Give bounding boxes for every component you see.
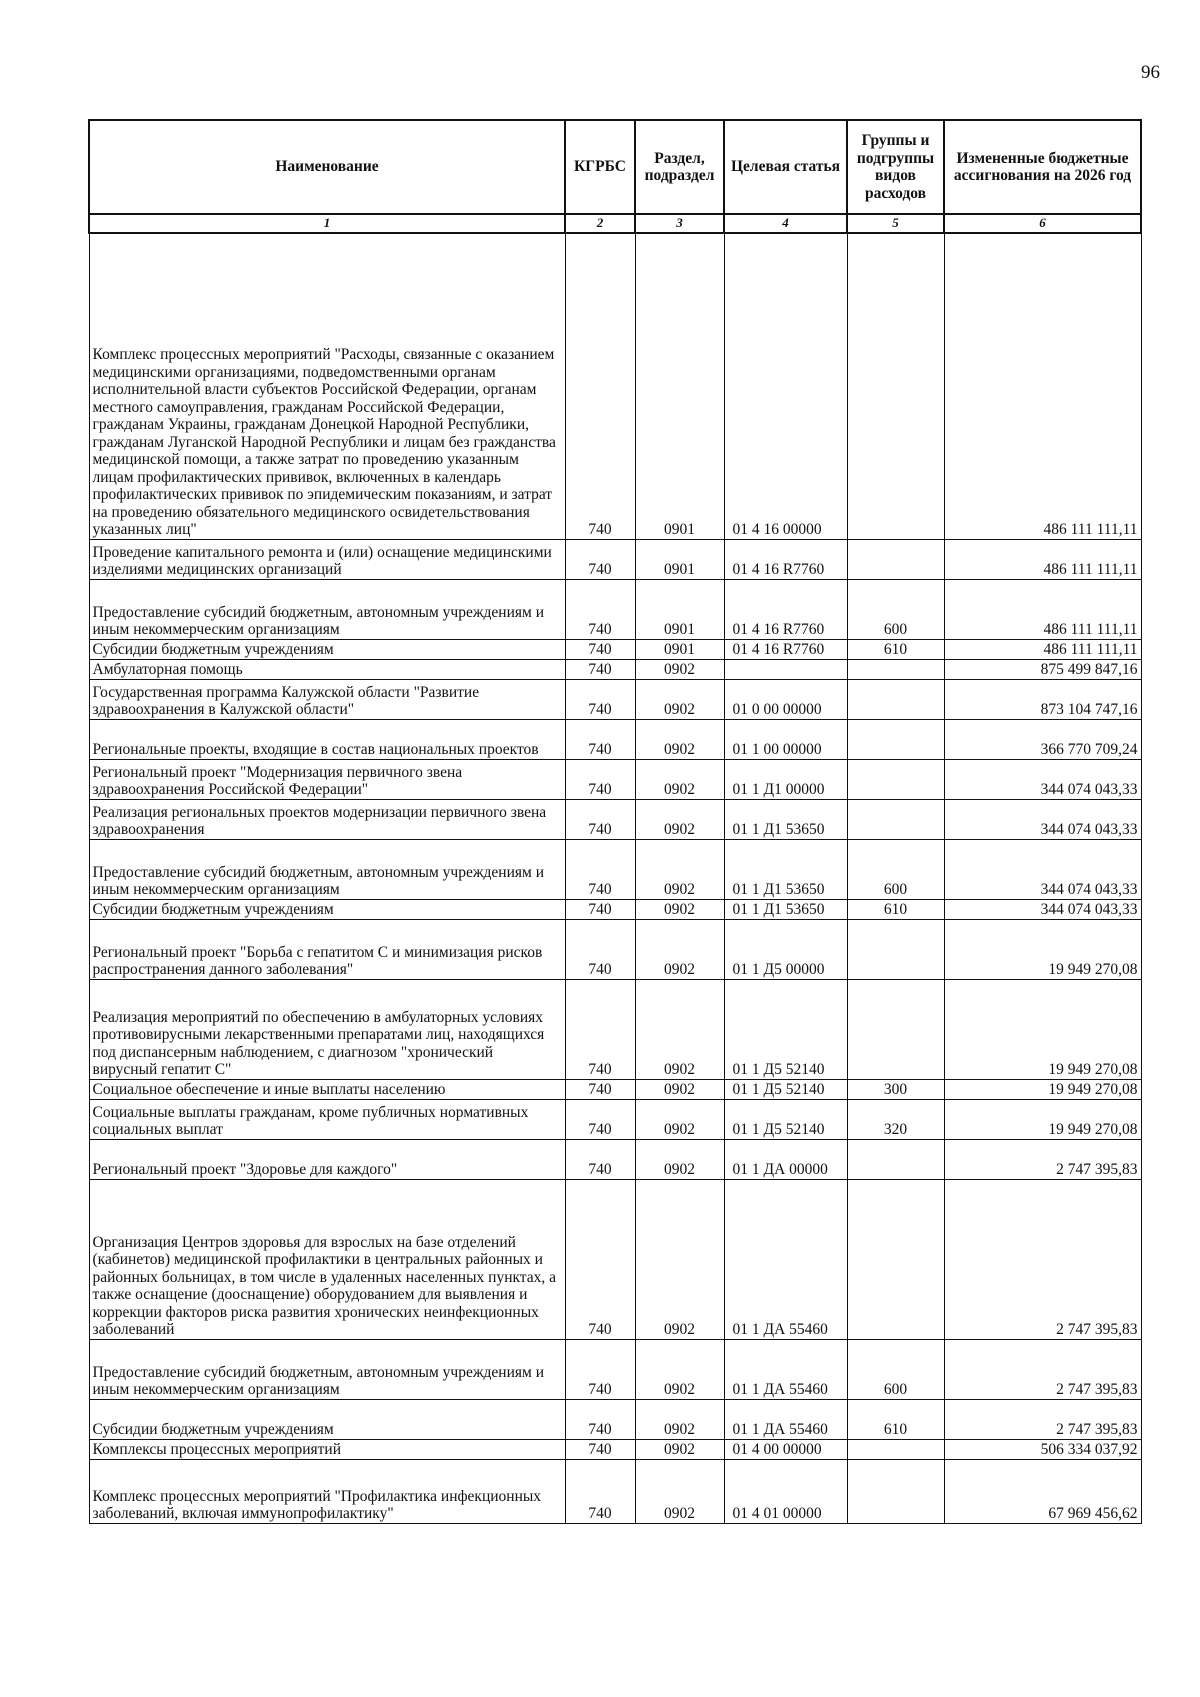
cell-name: Предоставление субсидий бюджетным, автономным учреждениям и иным некоммерческим организациям [89, 579, 565, 639]
cell-vr: 300 [847, 1079, 944, 1099]
cell-cs: 01 1 Д5 52140 [724, 1099, 847, 1139]
cell-cs: 01 0 00 00000 [724, 679, 847, 719]
header-vr: Группы и подгруппы видов расходов [847, 120, 944, 214]
cell-name: Предоставление субсидий бюджетным, автономным учреждениям и иным некоммерческим организациям [89, 839, 565, 899]
cell-vr [847, 979, 944, 1079]
cell-vr [847, 1459, 944, 1523]
cell-vr [847, 719, 944, 759]
cell-vr: 610 [847, 899, 944, 919]
cell-name: Субсидии бюджетным учреждениям [89, 639, 565, 659]
cell-razdel: 0902 [635, 979, 724, 1079]
column-number: 2 [565, 214, 635, 233]
header-amount: Измененные бюджетные ассигнования на 2026 год [944, 120, 1141, 214]
cell-kgrbs: 740 [565, 839, 635, 899]
cell-vr [847, 1439, 944, 1459]
table-row [89, 679, 1141, 719]
column-number: 3 [635, 214, 724, 233]
header-row [89, 120, 1141, 214]
cell-cs [724, 659, 847, 679]
cell-razdel: 0902 [635, 1339, 724, 1399]
column-number: 4 [724, 214, 847, 233]
cell-name: Амбулаторная помощь [89, 659, 565, 679]
cell-razdel: 0902 [635, 759, 724, 799]
cell-kgrbs: 740 [565, 1339, 635, 1399]
cell-vr [847, 679, 944, 719]
cell-kgrbs: 740 [565, 233, 635, 539]
cell-vr [847, 799, 944, 839]
cell-amount: 19 949 270,08 [944, 1099, 1141, 1139]
cell-kgrbs: 740 [565, 899, 635, 919]
cell-amount: 344 074 043,33 [944, 759, 1141, 799]
cell-vr [847, 233, 944, 539]
table-body [89, 233, 1141, 1523]
cell-razdel: 0902 [635, 919, 724, 979]
cell-cs: 01 4 00 00000 [724, 1439, 847, 1459]
cell-razdel: 0902 [635, 659, 724, 679]
cell-name: Реализация мероприятий по обеспечению в амбулаторных условиях противовирусными лекарственными препаратами лиц, находящихся под диспансерным наблюдением, с диагнозом "хронический вирусный гепатит С" [89, 979, 565, 1079]
header-cs: Целевая статья [724, 120, 847, 214]
cell-amount: 2 747 395,83 [944, 1339, 1141, 1399]
cell-vr [847, 539, 944, 579]
cell-vr: 610 [847, 639, 944, 659]
cell-kgrbs: 740 [565, 659, 635, 679]
cell-cs: 01 1 ДА 00000 [724, 1139, 847, 1179]
cell-cs: 01 4 16 R7760 [724, 579, 847, 639]
cell-cs: 01 1 ДА 55460 [724, 1179, 847, 1339]
cell-amount: 19 949 270,08 [944, 919, 1141, 979]
column-number: 5 [847, 214, 944, 233]
cell-cs: 01 1 Д1 00000 [724, 759, 847, 799]
cell-name: Организация Центров здоровья для взрослых на базе отделений (кабинетов) медицинской профилактики в центральных районных и районных больницах, в том числе в удаленных населенных пунктах, а также оснащение (дооснащение) оборудованием для выявления и коррекции факторов риска развития хронических неинфекционных заболеваний [89, 1179, 565, 1339]
cell-name: Социальное обеспечение и иные выплаты населению [89, 1079, 565, 1099]
cell-kgrbs: 740 [565, 979, 635, 1079]
cell-name: Региональный проект "Борьба с гепатитом С и минимизация рисков распространения данного заболевания" [89, 919, 565, 979]
table-row [89, 1139, 1141, 1179]
cell-amount: 344 074 043,33 [944, 839, 1141, 899]
cell-kgrbs: 740 [565, 579, 635, 639]
table-row [89, 1459, 1141, 1523]
cell-razdel: 0902 [635, 1399, 724, 1439]
cell-razdel: 0902 [635, 899, 724, 919]
cell-kgrbs: 740 [565, 1179, 635, 1339]
table-row [89, 659, 1141, 679]
cell-amount: 2 747 395,83 [944, 1179, 1141, 1339]
cell-vr [847, 759, 944, 799]
cell-amount: 486 111 111,11 [944, 579, 1141, 639]
cell-vr [847, 1139, 944, 1179]
cell-amount: 366 770 709,24 [944, 719, 1141, 759]
cell-amount: 875 499 847,16 [944, 659, 1141, 679]
table-row [89, 1399, 1141, 1439]
cell-kgrbs: 740 [565, 539, 635, 579]
cell-name: Реализация региональных проектов модернизации первичного звена здравоохранения [89, 799, 565, 839]
cell-cs: 01 1 Д1 53650 [724, 799, 847, 839]
cell-kgrbs: 740 [565, 1399, 635, 1439]
cell-razdel: 0901 [635, 539, 724, 579]
cell-razdel: 0902 [635, 1439, 724, 1459]
table-row [89, 233, 1141, 539]
table-row [89, 539, 1141, 579]
table-row [89, 799, 1141, 839]
cell-cs: 01 1 Д5 52140 [724, 1079, 847, 1099]
cell-cs: 01 1 ДА 55460 [724, 1339, 847, 1399]
cell-cs: 01 4 16 00000 [724, 233, 847, 539]
cell-vr [847, 919, 944, 979]
table-row [89, 1079, 1141, 1099]
cell-amount: 486 111 111,11 [944, 639, 1141, 659]
cell-razdel: 0902 [635, 1099, 724, 1139]
cell-kgrbs: 740 [565, 1459, 635, 1523]
column-number: 6 [944, 214, 1141, 233]
cell-name: Комплекс процессных мероприятий "Расходы, связанные с оказанием медицинскими организациями, подведомственными органам исполнительной власти субъектов Российской Федерации, органам местного самоуправления, гражданам Российской Федерации, гражданам Украины, гражданам Донецкой Народной Республики, гражданам Луганской Народной Республики и лицам без гражданства медицинской помощи, а также затрат по проведению указанным лицам профилактических прививок, включенных в календарь профилактических прививок по эпидемическим показаниям, и затрат на проведению обязательного медицинского освидетельствования указанных лиц" [89, 233, 565, 539]
table-row [89, 1339, 1141, 1399]
cell-kgrbs: 740 [565, 919, 635, 979]
cell-amount: 67 969 456,62 [944, 1459, 1141, 1523]
cell-amount: 486 111 111,11 [944, 539, 1141, 579]
cell-cs: 01 1 ДА 55460 [724, 1399, 847, 1439]
cell-kgrbs: 740 [565, 639, 635, 659]
header-razdel: Раздел, подраздел [635, 120, 724, 214]
cell-razdel: 0902 [635, 839, 724, 899]
cell-amount: 873 104 747,16 [944, 679, 1141, 719]
table-row [89, 639, 1141, 659]
cell-vr: 600 [847, 1339, 944, 1399]
table-row [89, 979, 1141, 1079]
header-kgrbs: КГРБС [565, 120, 635, 214]
cell-kgrbs: 740 [565, 1139, 635, 1179]
cell-amount: 344 074 043,33 [944, 799, 1141, 839]
cell-cs: 01 4 16 R7760 [724, 639, 847, 659]
cell-name: Субсидии бюджетным учреждениям [89, 899, 565, 919]
table-row [89, 1099, 1141, 1139]
cell-amount: 19 949 270,08 [944, 979, 1141, 1079]
cell-amount: 2 747 395,83 [944, 1399, 1141, 1439]
cell-cs: 01 1 Д1 53650 [724, 899, 847, 919]
table-row [89, 1179, 1141, 1339]
cell-vr [847, 659, 944, 679]
table-row [89, 1439, 1141, 1459]
cell-vr: 610 [847, 1399, 944, 1439]
cell-amount: 506 334 037,92 [944, 1439, 1141, 1459]
cell-cs: 01 1 Д5 00000 [724, 919, 847, 979]
cell-kgrbs: 740 [565, 1099, 635, 1139]
cell-vr [847, 1179, 944, 1339]
cell-razdel: 0902 [635, 1139, 724, 1179]
cell-name: Региональные проекты, входящие в состав национальных проектов [89, 719, 565, 759]
cell-name: Субсидии бюджетным учреждениям [89, 1399, 565, 1439]
header-name: Наименование [89, 120, 565, 214]
cell-cs: 01 4 16 R7760 [724, 539, 847, 579]
cell-name: Комплексы процессных мероприятий [89, 1439, 565, 1459]
cell-vr: 600 [847, 839, 944, 899]
table-row [89, 579, 1141, 639]
cell-amount: 344 074 043,33 [944, 899, 1141, 919]
cell-name: Комплекс процессных мероприятий "Профилактика инфекционных заболеваний, включая иммунопрофилактику" [89, 1459, 565, 1523]
cell-cs: 01 1 Д1 53650 [724, 839, 847, 899]
cell-razdel: 0901 [635, 639, 724, 659]
cell-cs: 01 1 Д5 52140 [724, 979, 847, 1079]
cell-razdel: 0902 [635, 799, 724, 839]
cell-kgrbs: 740 [565, 1439, 635, 1459]
cell-amount: 2 747 395,83 [944, 1139, 1141, 1179]
cell-vr: 320 [847, 1099, 944, 1139]
table-row [89, 899, 1141, 919]
table-row [89, 719, 1141, 759]
cell-name: Социальные выплаты гражданам, кроме публичных нормативных социальных выплат [89, 1099, 565, 1139]
cell-name: Предоставление субсидий бюджетным, автономным учреждениям и иным некоммерческим организациям [89, 1339, 565, 1399]
cell-razdel: 0902 [635, 679, 724, 719]
table-row [89, 919, 1141, 979]
cell-kgrbs: 740 [565, 759, 635, 799]
cell-amount: 486 111 111,11 [944, 233, 1141, 539]
cell-cs: 01 1 00 00000 [724, 719, 847, 759]
table-row [89, 839, 1141, 899]
cell-razdel: 0902 [635, 1179, 724, 1339]
cell-razdel: 0901 [635, 579, 724, 639]
cell-name: Региональный проект "Модернизация первичного звена здравоохранения Российской Федерации" [89, 759, 565, 799]
cell-vr: 600 [847, 579, 944, 639]
page-number: 96 [1141, 62, 1160, 83]
cell-cs: 01 4 01 00000 [724, 1459, 847, 1523]
cell-razdel: 0902 [635, 1079, 724, 1099]
cell-kgrbs: 740 [565, 679, 635, 719]
cell-kgrbs: 740 [565, 1079, 635, 1099]
column-number: 1 [89, 214, 565, 233]
column-number-row [89, 214, 1141, 233]
budget-table [88, 119, 1142, 1524]
cell-name: Региональный проект "Здоровье для каждого" [89, 1139, 565, 1179]
cell-name: Государственная программа Калужской области "Развитие здравоохранения в Калужской области" [89, 679, 565, 719]
cell-amount: 19 949 270,08 [944, 1079, 1141, 1099]
cell-razdel: 0901 [635, 233, 724, 539]
table-row [89, 759, 1141, 799]
cell-razdel: 0902 [635, 1459, 724, 1523]
cell-kgrbs: 740 [565, 799, 635, 839]
cell-razdel: 0902 [635, 719, 724, 759]
cell-name: Проведение капитального ремонта и (или) оснащение медицинскими изделиями медицинских организаций [89, 539, 565, 579]
cell-kgrbs: 740 [565, 719, 635, 759]
